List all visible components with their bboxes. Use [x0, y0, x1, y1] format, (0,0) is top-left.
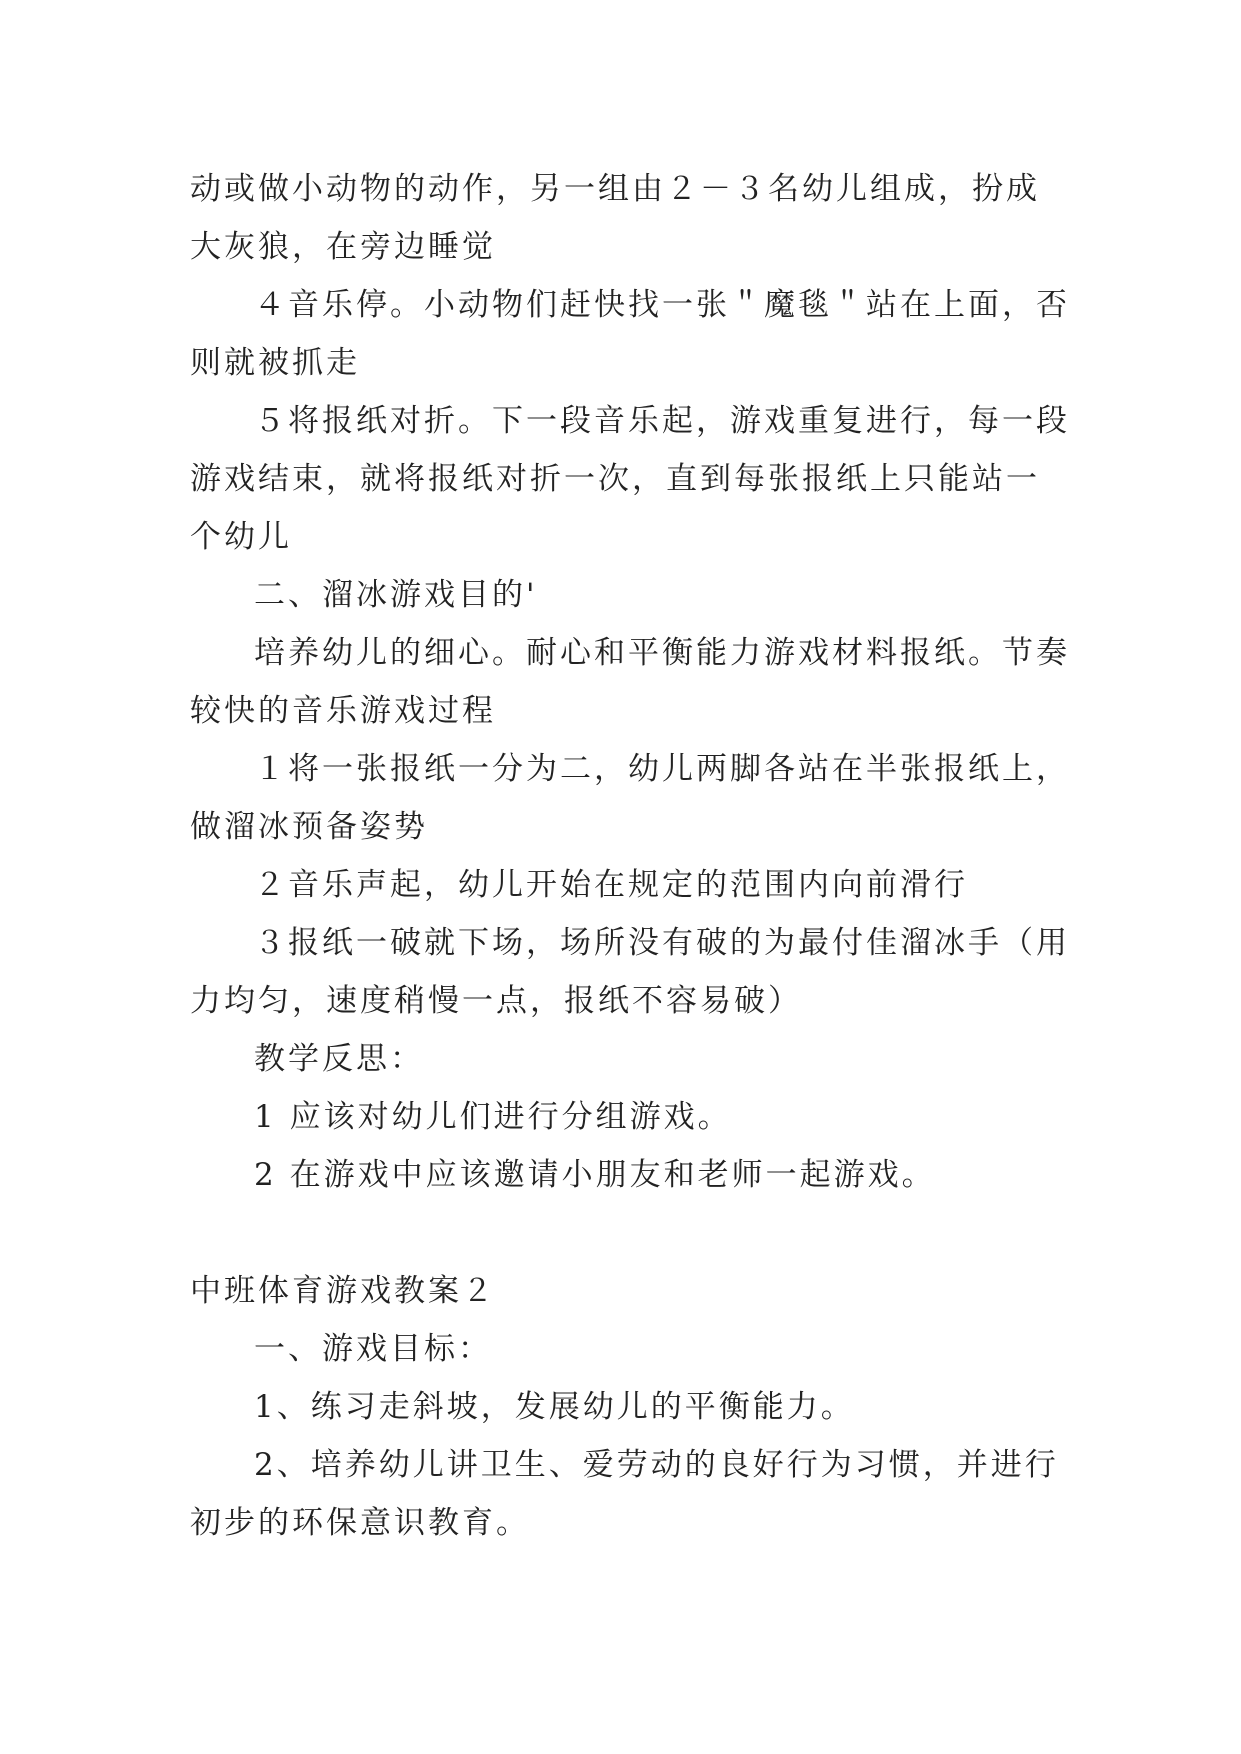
paragraph: 2、培养幼儿讲卫生、爱劳动的良好行为习惯，并进行初步的环保意识教育。	[190, 1447, 1059, 1541]
paragraph: 培养幼儿的细心。耐心和平衡能力游戏材料报纸。节奏较快的音乐游戏过程	[190, 635, 1070, 729]
paragraph: 1、练习走斜坡，发展幼儿的平衡能力。	[254, 1389, 855, 1425]
section-heading: 一、游戏目标：	[254, 1331, 492, 1367]
paragraph: ２音乐声起，幼儿开始在规定的范围内向前滑行	[254, 867, 968, 903]
section-spacer	[190, 1204, 1070, 1262]
paragraph: 动或做小动物的动作，另一组由２－３名幼儿组成，扮成大灰狼，在旁边睡觉	[190, 171, 1040, 265]
paragraph: 2 在游戏中应该邀请小朋友和老师一起游戏。	[254, 1157, 936, 1193]
section-heading: 二、溜冰游戏目的'	[254, 577, 538, 613]
paragraph: ４音乐停。小动物们赶快找一张＂魔毯＂站在上面，否则就被抓走	[190, 287, 1070, 381]
paragraph: １将一张报纸一分为二，幼儿两脚各站在半张报纸上，做溜冰预备姿势	[190, 751, 1070, 845]
paragraph: 教学反思：	[254, 1041, 424, 1077]
document-body	[190, 160, 1070, 1552]
paragraph: 1 应该对幼儿们进行分组游戏。	[254, 1099, 732, 1135]
paragraph: ３报纸一破就下场，场所没有破的为最付佳溜冰手（用力均匀，速度稍慢一点，报纸不容易破）	[190, 925, 1070, 1019]
section-title: 中班体育游戏教案２	[190, 1273, 496, 1309]
paragraph: ５将报纸对折。下一段音乐起，游戏重复进行，每一段游戏结束，就将报纸对折一次，直到每张报纸上只能站一个幼儿	[190, 403, 1070, 555]
